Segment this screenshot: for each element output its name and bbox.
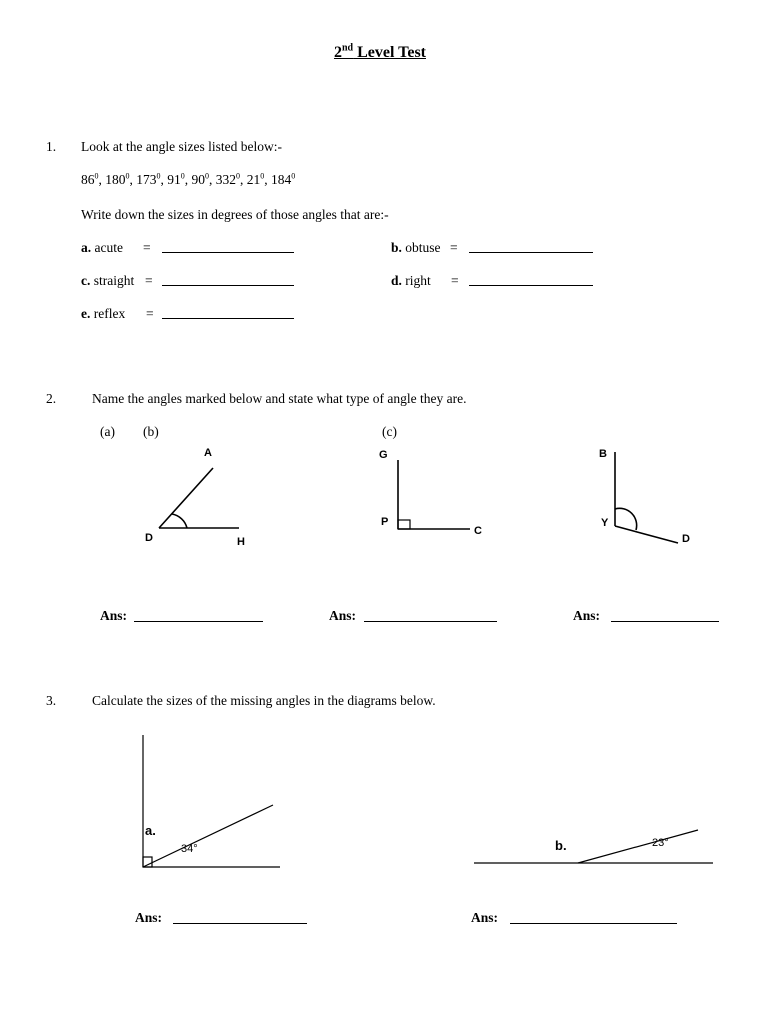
q2-c-point-d: D: [682, 533, 690, 545]
q3-answer-b-blank[interactable]: [510, 911, 677, 924]
q1-number: 1.: [46, 139, 57, 154]
q3-ans-label-b: Ans:: [471, 910, 499, 925]
q2-c-point-y: Y: [601, 517, 609, 529]
q2-a-point-h: H: [237, 536, 245, 548]
q2-answer-b-blank[interactable]: [364, 609, 497, 622]
q2-sublabel-a: (a): [100, 424, 115, 439]
q1-prompt: Look at the angle sizes listed below:-: [81, 139, 282, 154]
q2-b-point-c: C: [474, 525, 482, 537]
q2-diagram-b: [398, 460, 470, 529]
q1-part-e: e. reflex: [81, 306, 126, 321]
q1-instruction: Write down the sizes in degrees of those angles that are:-: [81, 207, 389, 222]
q2-number: 2.: [46, 391, 57, 406]
q1-part-c-eq: =: [145, 273, 153, 288]
q2-a-point-a: A: [204, 447, 212, 459]
q2-ans-label-c: Ans:: [573, 608, 601, 623]
q2-sublabel-b: (b): [143, 424, 159, 439]
q1-part-e-eq: =: [146, 306, 154, 321]
q3-diagram-b: [474, 830, 713, 863]
q1-part-d-eq: =: [451, 273, 459, 288]
q1-angle-list: $86^0$, $180^0$, $173^0$, $91^0$, $90^0$, $332^0$, $21^0$, $184^0$: [81, 171, 296, 187]
q2-c-point-b: B: [599, 448, 607, 460]
q3-answer-a-blank[interactable]: [173, 911, 307, 924]
q2-b-point-g: G: [379, 449, 388, 461]
q2-ans-label-a: Ans:: [100, 608, 128, 623]
q3-ans-label-a: Ans:: [135, 910, 163, 925]
q3-diagram-a: [143, 735, 280, 867]
q3-prompt: Calculate the sizes of the missing angles in the diagrams below.: [92, 693, 436, 708]
q1-part-a-eq: =: [143, 240, 151, 255]
q2-b-point-p: P: [381, 516, 389, 528]
q1-part-d: d. right: [391, 273, 431, 288]
q2-sublabel-c: (c): [382, 424, 397, 439]
q3-b-angle: 23°: [652, 837, 669, 849]
q2-prompt: Name the angles marked below and state what type of angle they are.: [92, 391, 467, 406]
q1-part-b: b. obtuse: [391, 240, 441, 255]
page-title: 2nd Level Test: [333, 42, 426, 61]
q2-answer-c-blank[interactable]: [611, 609, 719, 622]
q1-part-b-eq: =: [450, 240, 458, 255]
q1-part-c: c. straight: [81, 273, 135, 288]
q2-a-point-d: D: [145, 532, 153, 544]
q3-a-label: a.: [145, 823, 156, 838]
q1-part-a: a. acute: [81, 240, 123, 255]
q2-ans-label-b: Ans:: [329, 608, 357, 623]
q3-number: 3.: [46, 693, 57, 708]
q3-b-label: b.: [555, 838, 567, 853]
q3-a-angle: 34°: [181, 843, 198, 855]
q2-diagram-c: [615, 452, 678, 543]
q2-diagram-a: [159, 468, 239, 528]
q2-answer-a-blank[interactable]: [134, 609, 263, 622]
